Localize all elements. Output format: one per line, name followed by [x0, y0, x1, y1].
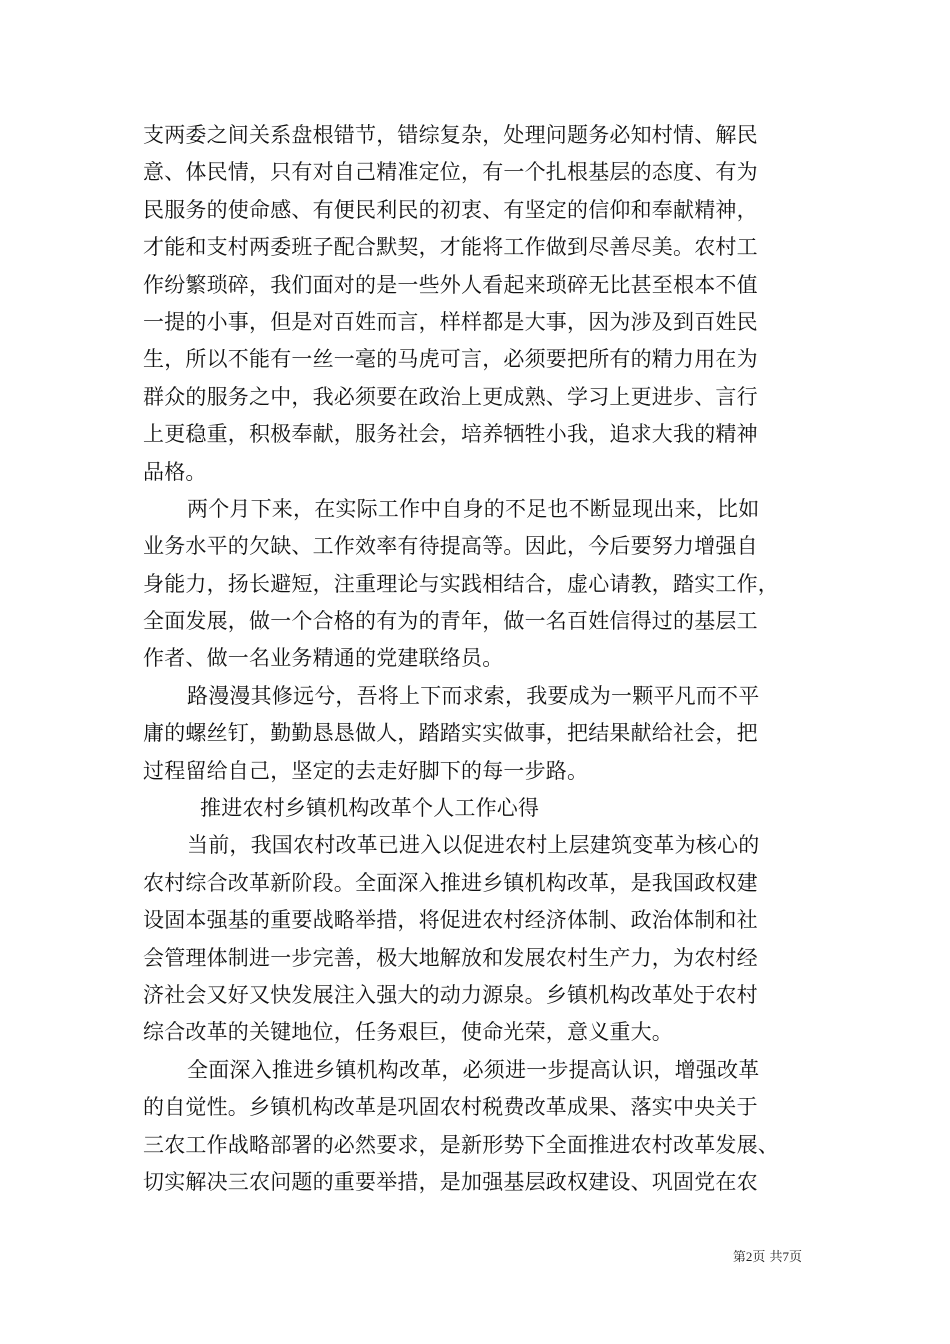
- text-line: 设固本强基的重要战略举措，将促进农村经济体制、政治体制和社: [143, 908, 758, 933]
- current-page-number: 2: [745, 1249, 753, 1264]
- text-line: 民服务的使命感、有便民利民的初衷、有坚定的信仰和奉献精神，: [143, 197, 758, 222]
- text-line: 作者、做一名业务精通的党建联络员。: [143, 646, 504, 671]
- text-line: 三农工作战略部署的必然要求，是新形势下全面推进农村改革发展、: [143, 1132, 779, 1157]
- text-line: 上更稳重，积极奉献，服务社会，培养牺牲小我，追求大我的精神: [143, 422, 758, 447]
- footer-suffix: 页: [788, 1250, 802, 1265]
- text-line: 支两委之间关系盘根错节，错综复杂，处理问题务必知村情、解民: [143, 123, 758, 147]
- footer-middle: 页 共: [752, 1250, 783, 1265]
- text-line: 的自觉性。乡镇机构改革是巩固农村税费改革成果、落实中央关于: [143, 1095, 758, 1120]
- text-line: 身能力，扬长避短，注重理论与实践相结合，虚心请教，踏实工作，: [143, 571, 779, 596]
- total-page-number: 7: [782, 1249, 789, 1264]
- text-line: 生，所以不能有一丝一毫的马虎可言，必须要把所有的精力用在为: [143, 347, 758, 372]
- text-line: 意、体民情，只有对自己精准定位，有一个扎根基层的态度、有为: [143, 160, 758, 185]
- text-line: 业务水平的欠缺、工作效率有待提高等。因此，今后要努力增强自: [143, 534, 758, 559]
- text-line: 切实解决三农问题的重要举措，是加强基层政权建设、巩固党在农: [143, 1169, 758, 1194]
- text-line: 过程留给自己，坚定的去走好脚下的每一步路。: [143, 758, 589, 783]
- paragraph-start-line: 两个月下来，在实际工作中自身的不足也不断显现出来，比如: [187, 496, 760, 521]
- text-line: 全面发展，做一个合格的有为的青年，做一名百姓信得过的基层工: [143, 609, 758, 634]
- text-line: 群众的服务之中，我必须要在政治上更成熟、学习上更进步、言行: [143, 384, 758, 409]
- paragraph-start-line: 路漫漫其修远兮，吾将上下而求索，我要成为一颗平凡而不平: [187, 683, 760, 708]
- body-text: [143, 117, 815, 1201]
- text-line: 作纷繁琐碎，我们面对的是一些外人看起来琐碎无比甚至根本不值: [143, 272, 758, 297]
- text-line: 农村综合改革新阶段。全面深入推进乡镇机构改革，是我国政权建: [143, 870, 758, 895]
- page-number-footer: [733, 1248, 802, 1267]
- paragraph-start-line: 当前，我国农村改革已进入以促进农村上层建筑变革为核心的: [187, 833, 760, 858]
- paragraph-start-line: 全面深入推进乡镇机构改革，必须进一步提高认识，增强改革: [187, 1057, 760, 1082]
- footer-prefix: 第: [732, 1250, 746, 1265]
- text-line: 品格。: [143, 459, 207, 484]
- text-line: 济社会又好又快发展注入强大的动力源泉。乡镇机构改革处于农村: [143, 982, 758, 1007]
- text-line: 综合改革的关键地位，任务艰巨，使命光荣，意义重大。: [143, 1020, 673, 1045]
- text-line: 一提的小事，但是对百姓而言，样样都是大事，因为涉及到百姓民: [143, 309, 758, 334]
- text-line: 才能和支村两委班子配合默契，才能将工作做到尽善尽美。农村工: [143, 235, 758, 260]
- text-line: 会管理体制进一步完善，极大地解放和发展农村生产力，为农村经: [143, 945, 758, 970]
- text-line: 庸的螺丝钉，勤勤恳恳做人，踏踏实实做事，把结果献给社会，把: [143, 721, 758, 746]
- section-title: 推进农村乡镇机构改革个人工作心得: [200, 796, 540, 821]
